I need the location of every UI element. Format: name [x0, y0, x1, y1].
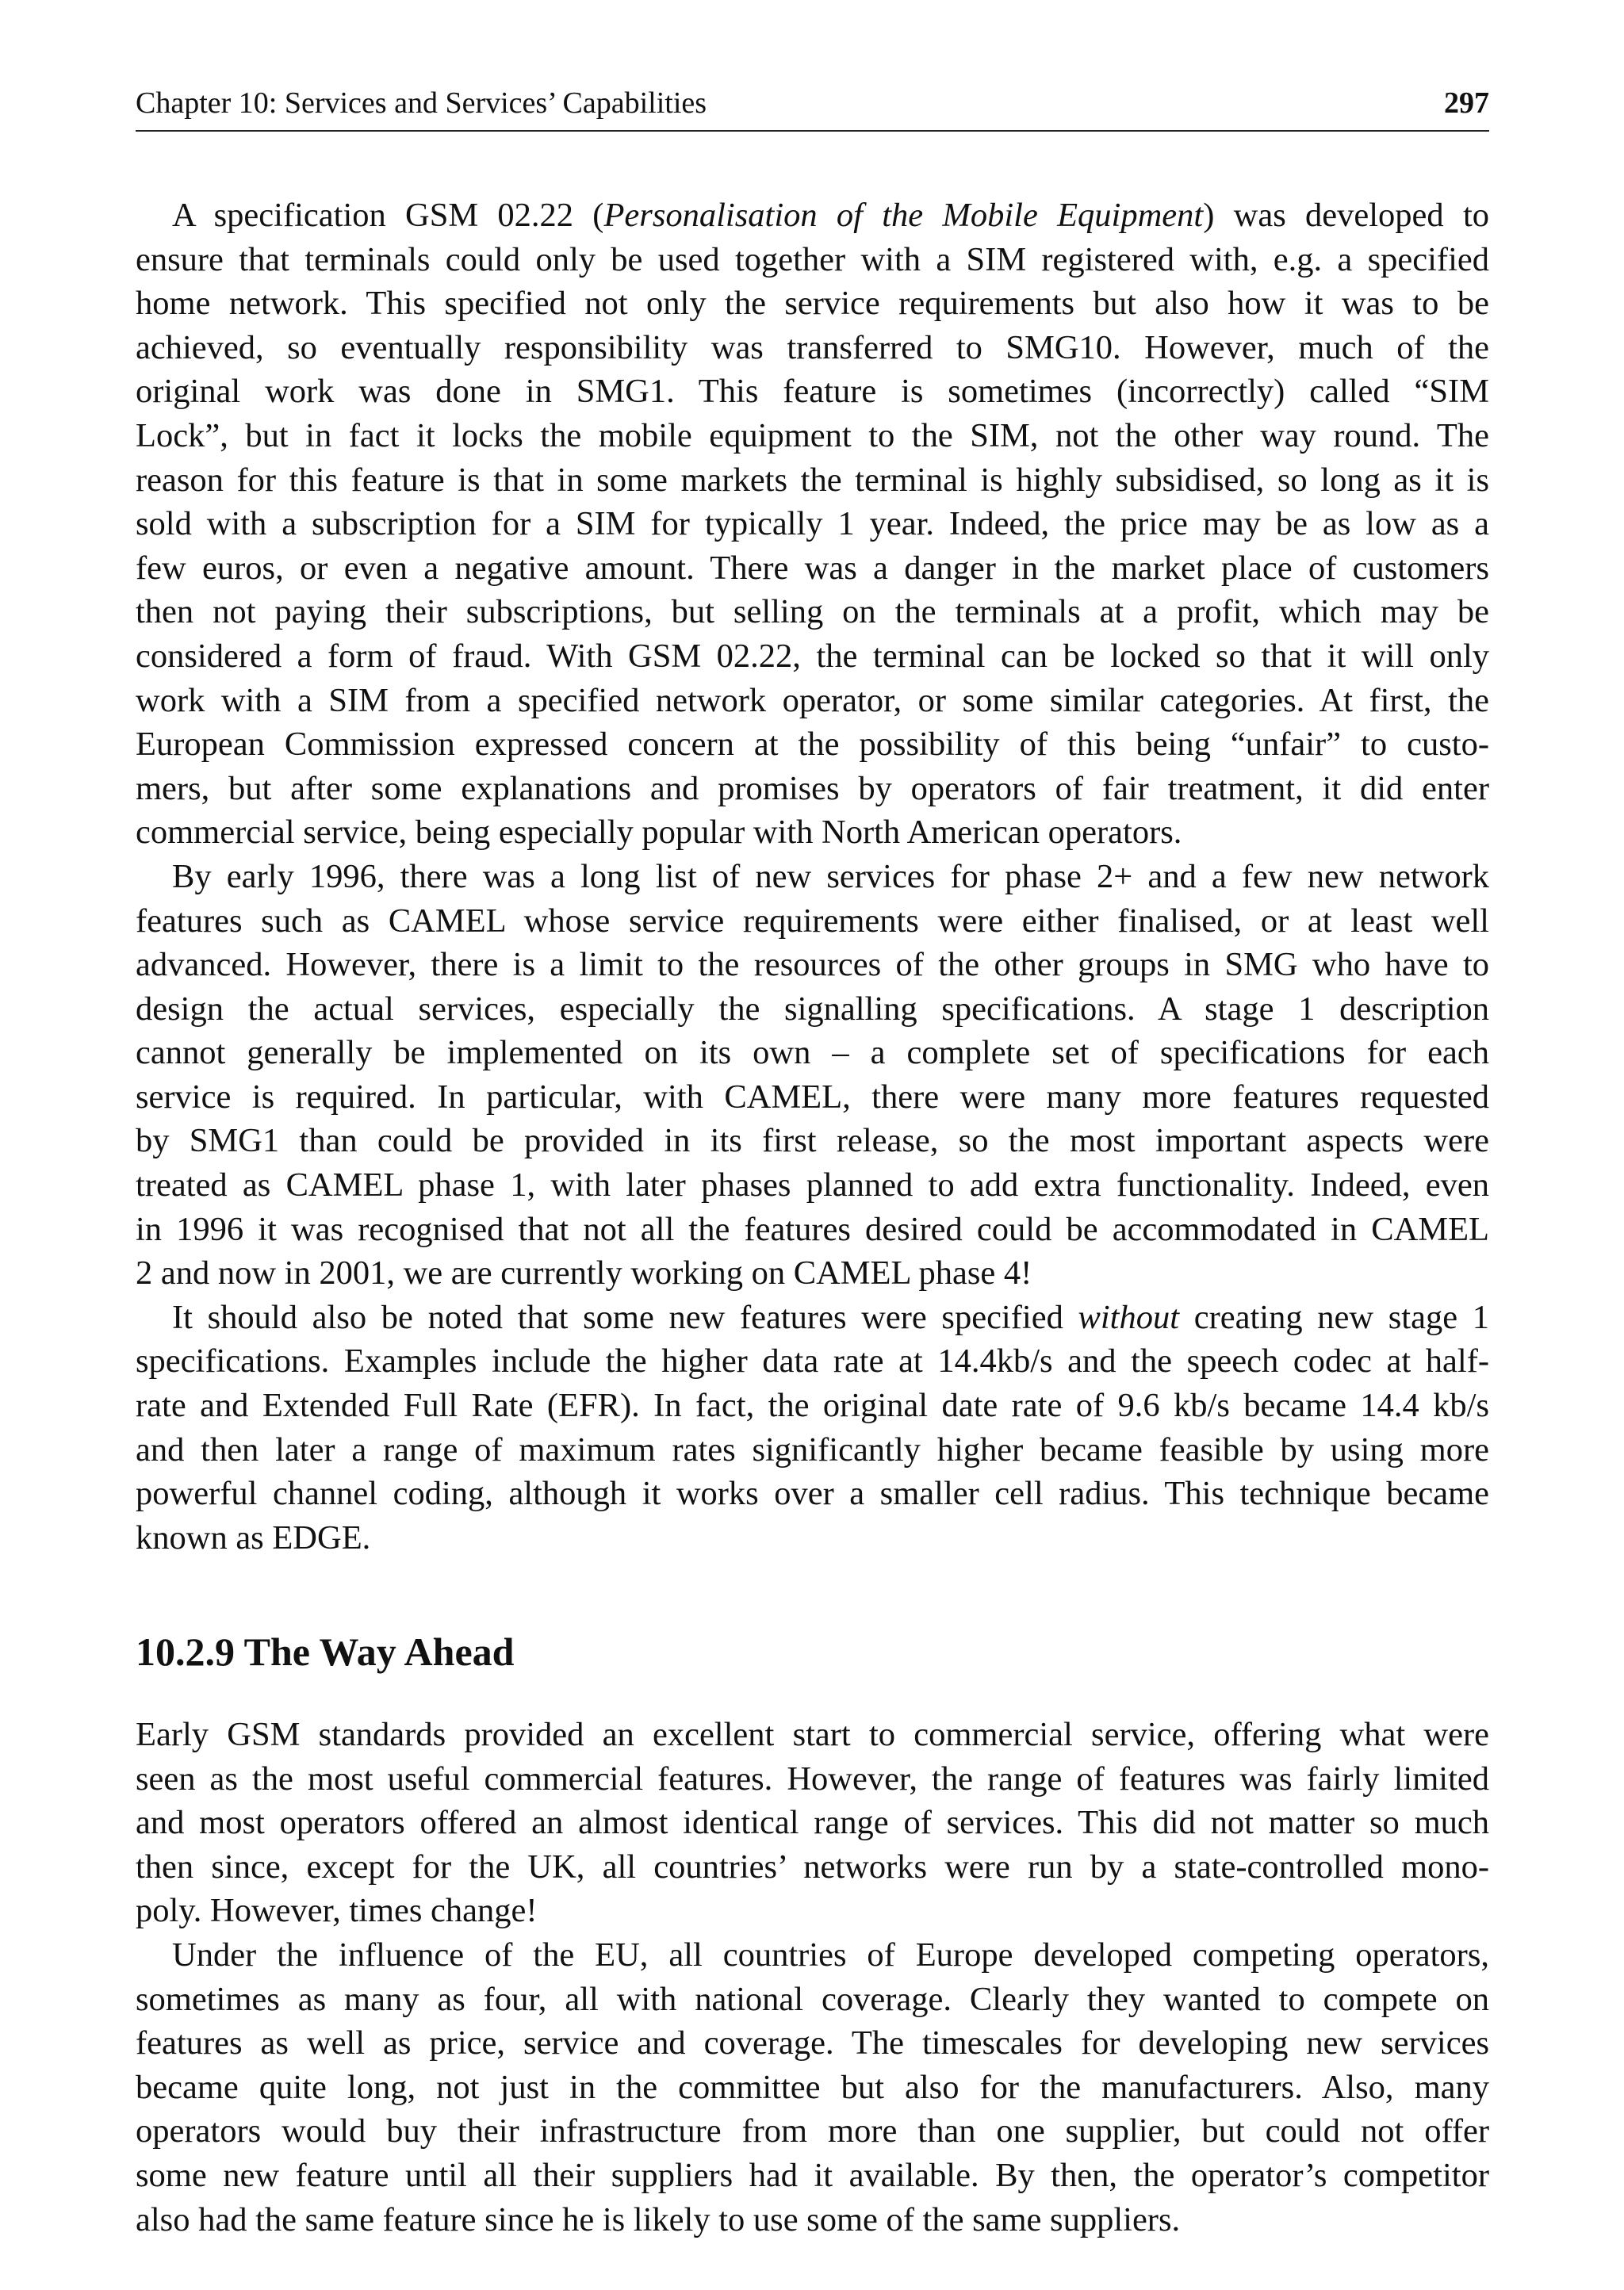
chapter-title: Chapter 10: Services and Services’ Capabilities [136, 86, 707, 120]
running-header [136, 82, 1489, 132]
text-line: specifications. Examples include the higher data rate at 14.4kb/s and the speech codec at half- [136, 1342, 1489, 1381]
text-line: considered a form of fraud. With GSM 02.22, the terminal can be locked so that it will only [136, 637, 1489, 675]
paragraph [136, 193, 1489, 855]
text-line: European Commission expressed concern at the possibility of this being “unfair” to custo- [136, 726, 1489, 764]
text-line: seen as the most useful commercial features. However, the range of features was fairly limited [136, 1760, 1489, 1798]
text-line: Under the influence of the EU, all countries of Europe developed competing operators, [172, 1936, 1489, 1974]
section-body-2 [136, 1713, 1489, 2242]
text-line: then since, except for the UK, all countries’ networks were run by a state-controlled mono- [136, 1848, 1489, 1886]
text-line: Lock”, but in fact it locks the mobile equipment to the SIM, not the other way round. The [136, 416, 1489, 454]
text-line: in 1996 it was recognised that not all the features desired could be accommodated in CAMEL [136, 1210, 1489, 1248]
text-line: features such as CAMEL whose service requirements were either finalised, or at least well [136, 902, 1489, 940]
text-line: service is required. In particular, with CAMEL, there were many more features requested [136, 1078, 1489, 1116]
text-line: known as EDGE. [136, 1518, 371, 1557]
text-line: It should also be noted that some new features were specified without creating new stage 1 [172, 1298, 1489, 1336]
text-line: became quite long, not just in the committee but also for the manufacturers. Also, many [136, 2068, 1489, 2106]
paragraph [136, 1933, 1489, 2242]
section-body-1 [136, 193, 1489, 1560]
text-line: poly. However, times change! [136, 1892, 538, 1930]
text-line: by SMG1 than could be provided in its first release, so the most important aspects were [136, 1122, 1489, 1160]
text-line: rate and Extended Full Rate (EFR). In fact, the original date rate of 9.6 kb/s became 14.4 kb/s [136, 1387, 1489, 1425]
text-line: sometimes as many as four, all with national coverage. Clearly they wanted to compete on [136, 1980, 1489, 2018]
text-line: features as well as price, service and coverage. The timescales for developing new services [136, 2024, 1489, 2062]
text-line: operators would buy their infrastructure from more than one supplier, but could not offer [136, 2112, 1489, 2150]
text-line: work with a SIM from a specified network operator, or some similar categories. At first, the [136, 681, 1489, 719]
text-line: advanced. However, there is a limit to the resources of the other groups in SMG who have to [136, 946, 1489, 984]
text-line: original work was done in SMG1. This feature is sometimes (incorrectly) called “SIM [136, 373, 1489, 411]
paragraph [136, 1296, 1489, 1560]
text-line: treated as CAMEL phase 1, with later phases planned to add extra functionality. Indeed, even [136, 1166, 1489, 1204]
text-line: and then later a range of maximum rates significantly higher became feasible by using more [136, 1430, 1489, 1469]
text-line: reason for this feature is that in some markets the terminal is highly subsidised, so long as it is [136, 461, 1489, 499]
italic-text: Personalisation of the Mobile Equipment [603, 197, 1204, 234]
text-line: sold with a subscription for a SIM for typically 1 year. Indeed, the price may be as low as a [136, 505, 1489, 543]
text-line: commercial service, being especially popular with North American operators. [136, 814, 1182, 852]
text-line: some new feature until all their suppliers had it available. By then, the operator’s competitor [136, 2156, 1489, 2194]
text-line: By early 1996, there was a long list of new services for phase 2+ and a few new network [172, 857, 1489, 895]
text-line: home network. This specified not only the service requirements but also how it was to be [136, 285, 1489, 323]
paragraph [136, 855, 1489, 1296]
page-number: 297 [1444, 86, 1489, 120]
italic-text: without [1078, 1298, 1180, 1336]
text-line: powerful channel coding, although it works over a smaller cell radius. This technique became [136, 1475, 1489, 1513]
text-line: and most operators offered an almost identical range of services. This did not matter so much [136, 1804, 1489, 1842]
text-line: design the actual services, especially the signalling specifications. A stage 1 description [136, 990, 1489, 1028]
text-line: Early GSM standards provided an excellent start to commercial service, offering what were [136, 1716, 1489, 1753]
text-line: then not paying their subscriptions, but selling on the terminals at a profit, which may be [136, 593, 1489, 631]
text-line: cannot generally be implemented on its own – a complete set of specifications for each [136, 1034, 1489, 1072]
paragraph [136, 1713, 1489, 1933]
text-line: A specification GSM 02.22 (Personalisation of the Mobile Equipment) was developed to [172, 197, 1490, 234]
text-line: few euros, or even a negative amount. There was a danger in the market place of customers [136, 549, 1489, 587]
text-line: ensure that terminals could only be used together with a SIM registered with, e.g. a specified [136, 240, 1489, 278]
text-line: achieved, so eventually responsibility was transferred to SMG10. However, much of the [136, 328, 1489, 366]
text-line: mers, but after some explanations and promises by operators of fair treatment, it did enter [136, 769, 1489, 807]
text-line: also had the same feature since he is likely to use some of the same suppliers. [136, 2200, 1181, 2238]
section-heading: 10.2.9 The Way Ahead [136, 1629, 515, 1674]
text-line: 2 and now in 2001, we are currently working on CAMEL phase 4! [136, 1254, 1032, 1292]
